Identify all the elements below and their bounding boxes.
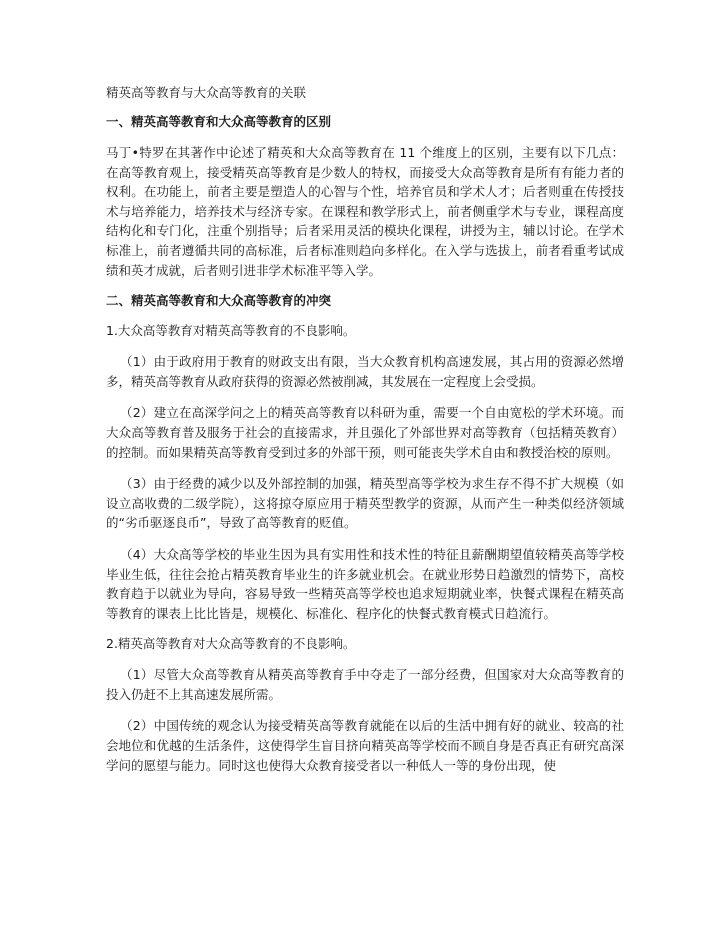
section-1-heading: 一、精英高等教育和大众高等教育的区别 <box>106 114 332 129</box>
section-1-body: 马丁•特罗在其著作中论述了精英和大众高等教育在 11 个维度上的区别，主要有以下几点：在高等教育观上，接受精英高等教育是少数人的特权，而接受大众高等教育是所有有能力者的权利。在功能上，前者主要是塑造人的心智与个性，培养官员和学术人才；后者则重在传授技术与培养能力，培养技术与经济专家。在课程和教学形式上，前者侧重学术与专业，课程高度结构化和专门化，注重个别指导；后者采用灵活的模块化课程，讲授为主，辅以讨论。在学术标准上，前者遵循共同的高标准，后者标准则趋向多样化。在入学与选拔上，前者看重考试成绩和英才成就，后者则引进非学术标准平等入学。 <box>106 145 624 278</box>
subsection-2-item-2: （2）中国传统的观念认为接受精英高等教育就能在以后的生活中拥有好的就业、较高的社会地位和优越的生活条件，这使得学生盲目挤向精英高等学校而不顾自身是否真正有研究高深学问的愿望与能力。同时这也使得大众教育接受者以一种低人一等的身份出现，使 <box>106 718 624 773</box>
subsection-1-item-2: （2）建立在高深学问之上的精英高等教育以科研为重，需要一个自由宽松的学术环境。而大众高等教育普及服务于社会的直接需求，并且强化了外部世界对高等教育（包括精英教育）的控制。而如果精英高等教育受到过多的外部干预，则可能丧失学术自由和教授治校的原则。 <box>106 405 624 460</box>
subsection-1-item-4: （4）大众高等学校的毕业生因为具有实用性和技术性的特征且薪酬期望值较精英高等学校毕业生低，往往会抢占精英教育毕业生的许多就业机会。在就业形势日趋激烈的情势下，高校教育趋于以就业为导向，容易导致一些精英高等学校也追求短期就业率，快餐式课程在精英高等教育的课表上比比皆是，规模化、标准化、程序化的快餐式教育模式日趋流行。 <box>106 546 624 621</box>
document-title: 精英高等教育与大众高等教育的关联 <box>106 85 307 100</box>
subsection-1-item-3: （3）由于经费的减少以及外部控制的加强，精英型高等学校为求生存不得不扩大规模（如设立高收费的二级学院），这将掠夺原应用于精英型教学的资源，从而产生一种类似经济领域的“劣币驱逐良币”，导致了高等教育的贬值。 <box>106 476 624 531</box>
subsection-1-item-1: （1）由于政府用于教育的财政支出有限，当大众教育机构高速发展，其占用的资源必然增多，精英高等教育从政府获得的资源必然被削减，其发展在一定程度上会受损。 <box>106 354 624 389</box>
subsection-2-heading: 2.精英高等教育对大众高等教育的不良影响。 <box>106 636 356 652</box>
subsection-1-heading: 1.大众高等教育对精英高等教育的不良影响。 <box>106 323 356 339</box>
section-2-heading: 二、精英高等教育和大众高等教育的冲突 <box>106 293 332 309</box>
subsection-2-item-1: （1）尽管大众高等教育从精英高等教育手中夺走了一部分经费，但国家对大众高等教育的投入仍赶不上其高速发展所需。 <box>106 667 624 702</box>
